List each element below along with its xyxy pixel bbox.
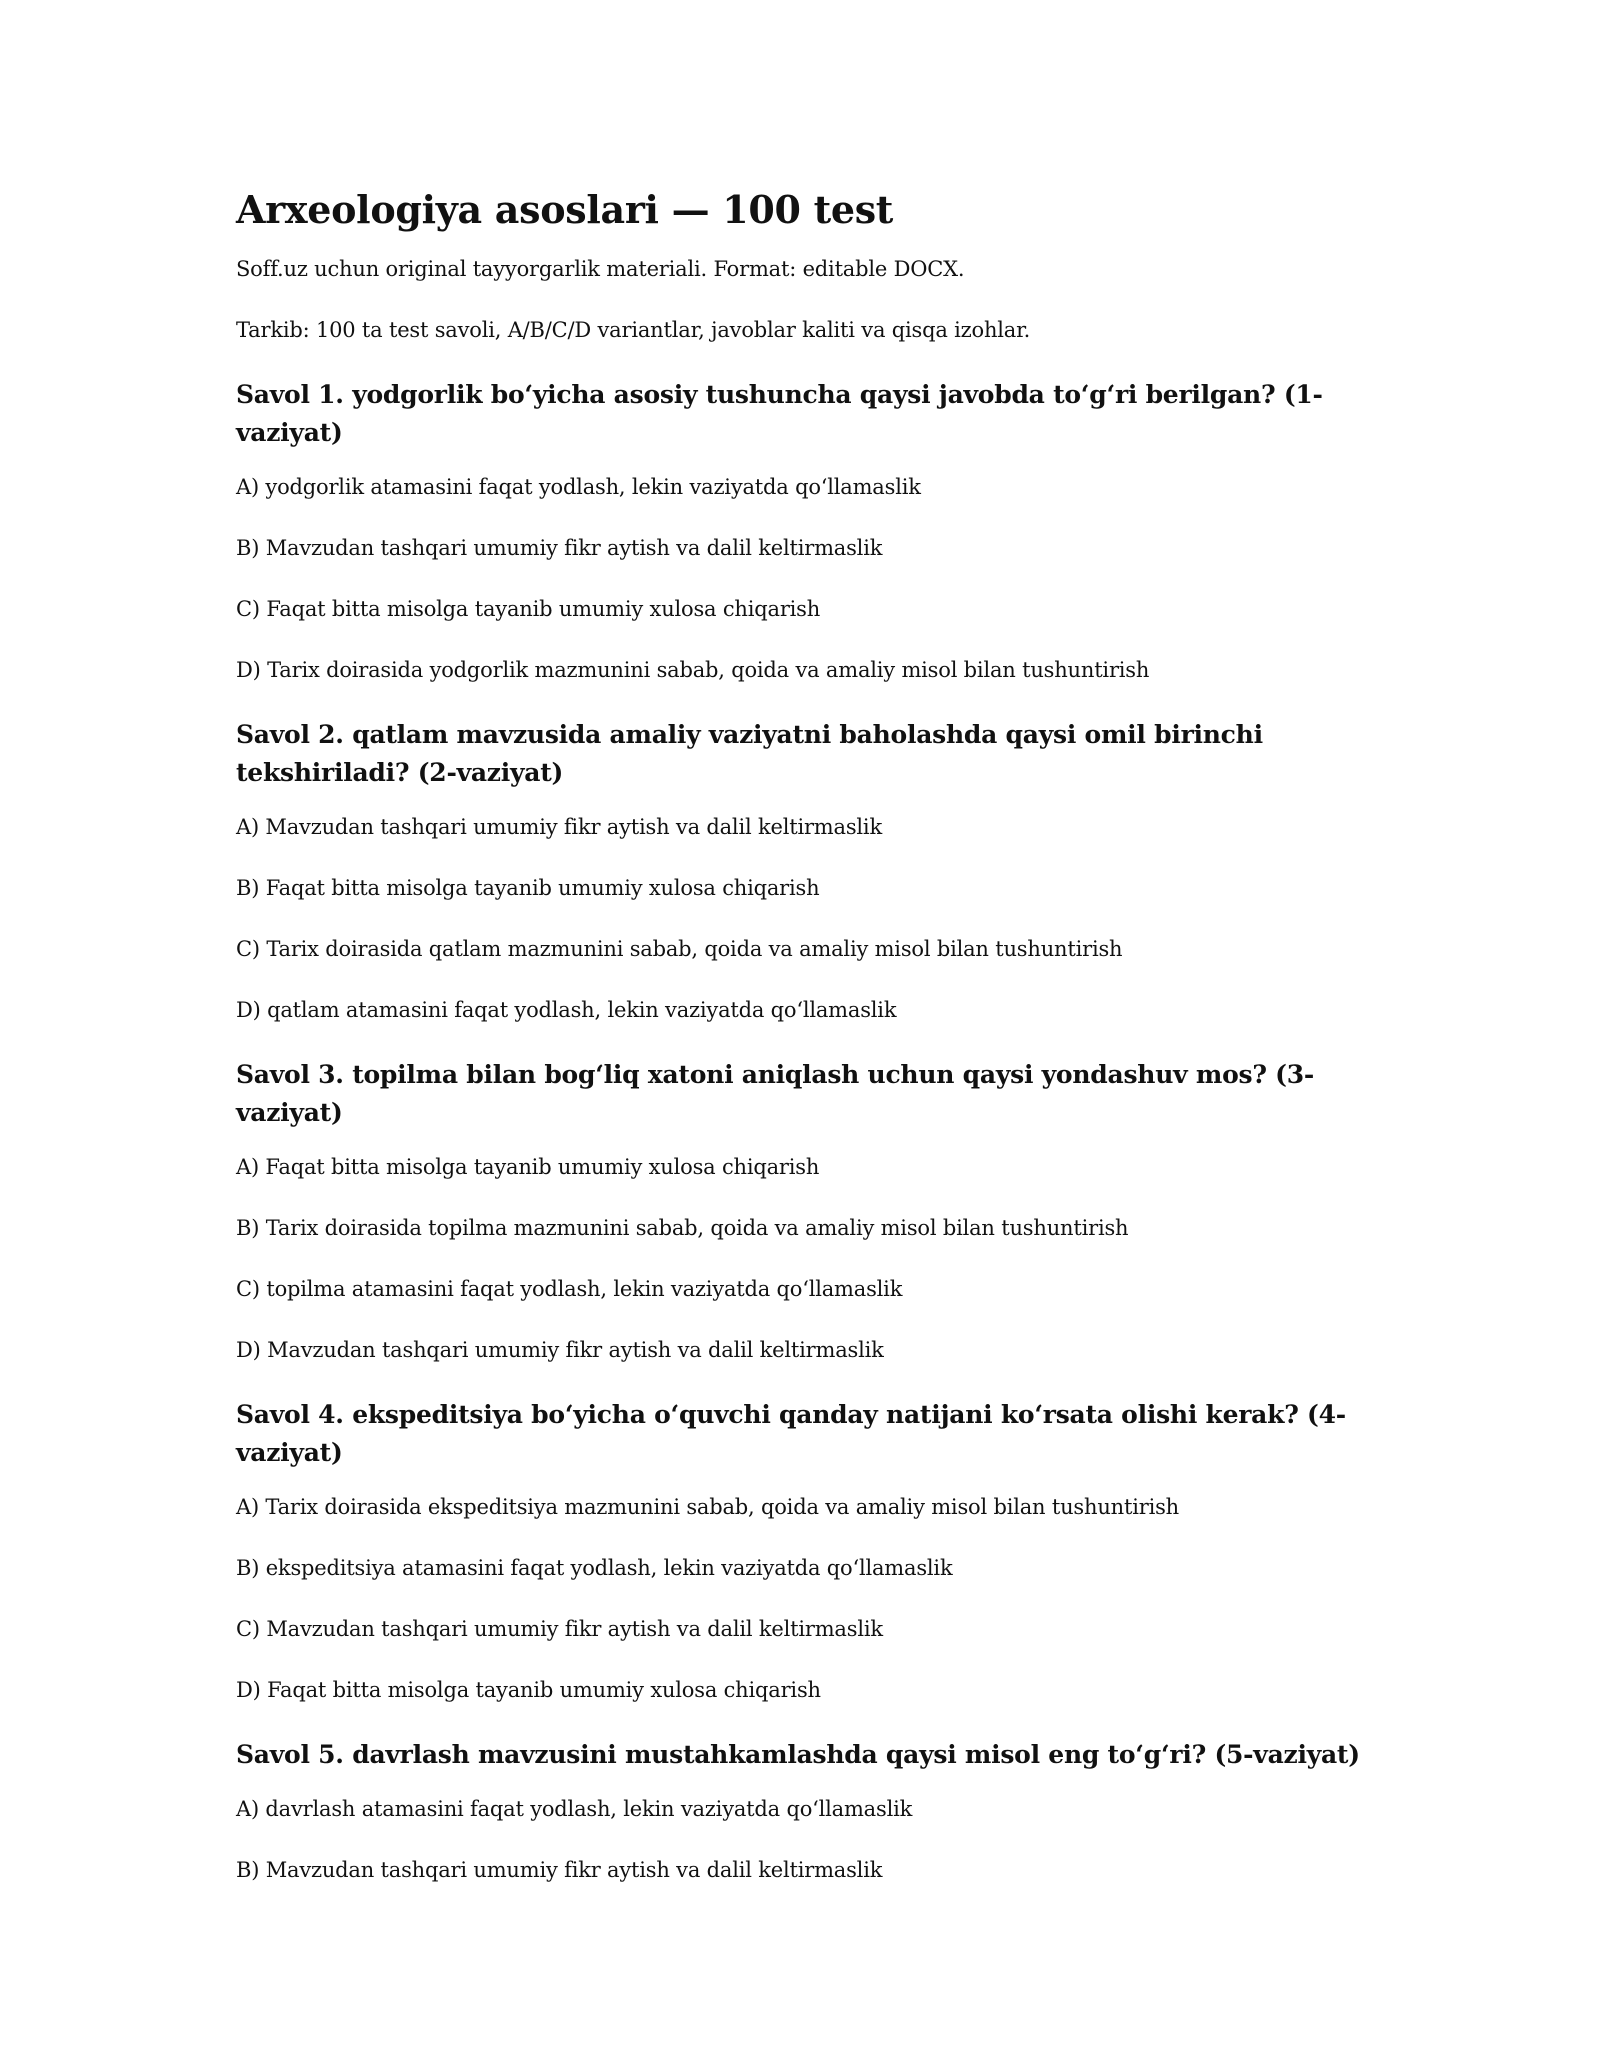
question-block bbox=[236, 376, 1366, 685]
answer-option: D) qatlam atamasini faqat yodlash, lekin vaziyatda qo‘llamaslik bbox=[236, 998, 897, 1022]
answer-option: C) Mavzudan tashqari umumiy fikr aytish va dalil keltirmaslik bbox=[236, 1617, 883, 1641]
answer-option: D) Mavzudan tashqari umumiy fikr aytish va dalil keltirmaslik bbox=[236, 1338, 884, 1362]
question-text: Savol 2. qatlam mavzusida amaliy vaziyatni baholashda qaysi omil birinchi tekshiriladi? (2-vaziyat) bbox=[236, 720, 1263, 787]
answer-option: D) Faqat bitta misolga tayanib umumiy xulosa chiqarish bbox=[236, 1678, 821, 1702]
answer-option: A) Tarix doirasida ekspeditsiya mazmunini sabab, qoida va amaliy misol bilan tushuntirish bbox=[236, 1495, 1179, 1519]
question-text: Savol 4. ekspeditsiya bo‘yicha o‘quvchi qanday natijani ko‘rsata olishi kerak? (4-vaziyat) bbox=[236, 1400, 1346, 1467]
question-block bbox=[236, 1736, 1366, 1885]
question-block bbox=[236, 1056, 1366, 1365]
question-text: Savol 1. yodgorlik bo‘yicha asosiy tushuncha qaysi javobda to‘g‘ri berilgan? (1-vaziyat) bbox=[236, 380, 1323, 447]
answer-option: A) Mavzudan tashqari umumiy fikr aytish va dalil keltirmaslik bbox=[236, 815, 882, 839]
answer-option: B) Faqat bitta misolga tayanib umumiy xulosa chiqarish bbox=[236, 876, 820, 900]
question-text: Savol 5. davrlash mavzusini mustahkamlashda qaysi misol eng to‘g‘ri? (5-vaziyat) bbox=[236, 1740, 1360, 1769]
answer-option: B) ekspeditsiya atamasini faqat yodlash, lekin vaziyatda qo‘llamaslik bbox=[236, 1556, 953, 1580]
answer-option: C) Faqat bitta misolga tayanib umumiy xulosa chiqarish bbox=[236, 597, 821, 621]
document-page bbox=[236, 186, 1366, 1916]
question-block bbox=[236, 1396, 1366, 1705]
answer-option: A) Faqat bitta misolga tayanib umumiy xulosa chiqarish bbox=[236, 1155, 820, 1179]
answer-option: B) Tarix doirasida topilma mazmunini sabab, qoida va amaliy misol bilan tushuntirish bbox=[236, 1216, 1129, 1240]
answer-option: D) Tarix doirasida yodgorlik mazmunini sabab, qoida va amaliy misol bilan tushuntirish bbox=[236, 658, 1150, 682]
answer-option: A) yodgorlik atamasini faqat yodlash, lekin vaziyatda qo‘llamaslik bbox=[236, 475, 921, 499]
answer-option: C) Tarix doirasida qatlam mazmunini sabab, qoida va amaliy misol bilan tushuntirish bbox=[236, 937, 1123, 961]
question-text: Savol 3. topilma bilan bog‘liq xatoni aniqlash uchun qaysi yondashuv mos? (3-vaziyat) bbox=[236, 1060, 1315, 1127]
answer-option: C) topilma atamasini faqat yodlash, lekin vaziyatda qo‘llamaslik bbox=[236, 1277, 903, 1301]
intro-paragraph: Tarkib: 100 ta test savoli, A/B/C/D variantlar, javoblar kaliti va qisqa izohlar. bbox=[236, 318, 1031, 342]
answer-option: B) Mavzudan tashqari umumiy fikr aytish va dalil keltirmaslik bbox=[236, 1858, 883, 1882]
answer-option: A) davrlash atamasini faqat yodlash, lekin vaziyatda qo‘llamaslik bbox=[236, 1797, 913, 1821]
intro-paragraph: Soff.uz uchun original tayyorgarlik materiali. Format: editable DOCX. bbox=[236, 257, 965, 281]
answer-option: B) Mavzudan tashqari umumiy fikr aytish va dalil keltirmaslik bbox=[236, 536, 883, 560]
question-block bbox=[236, 716, 1366, 1025]
document-title: Arxeologiya asoslari — 100 test bbox=[236, 187, 894, 232]
